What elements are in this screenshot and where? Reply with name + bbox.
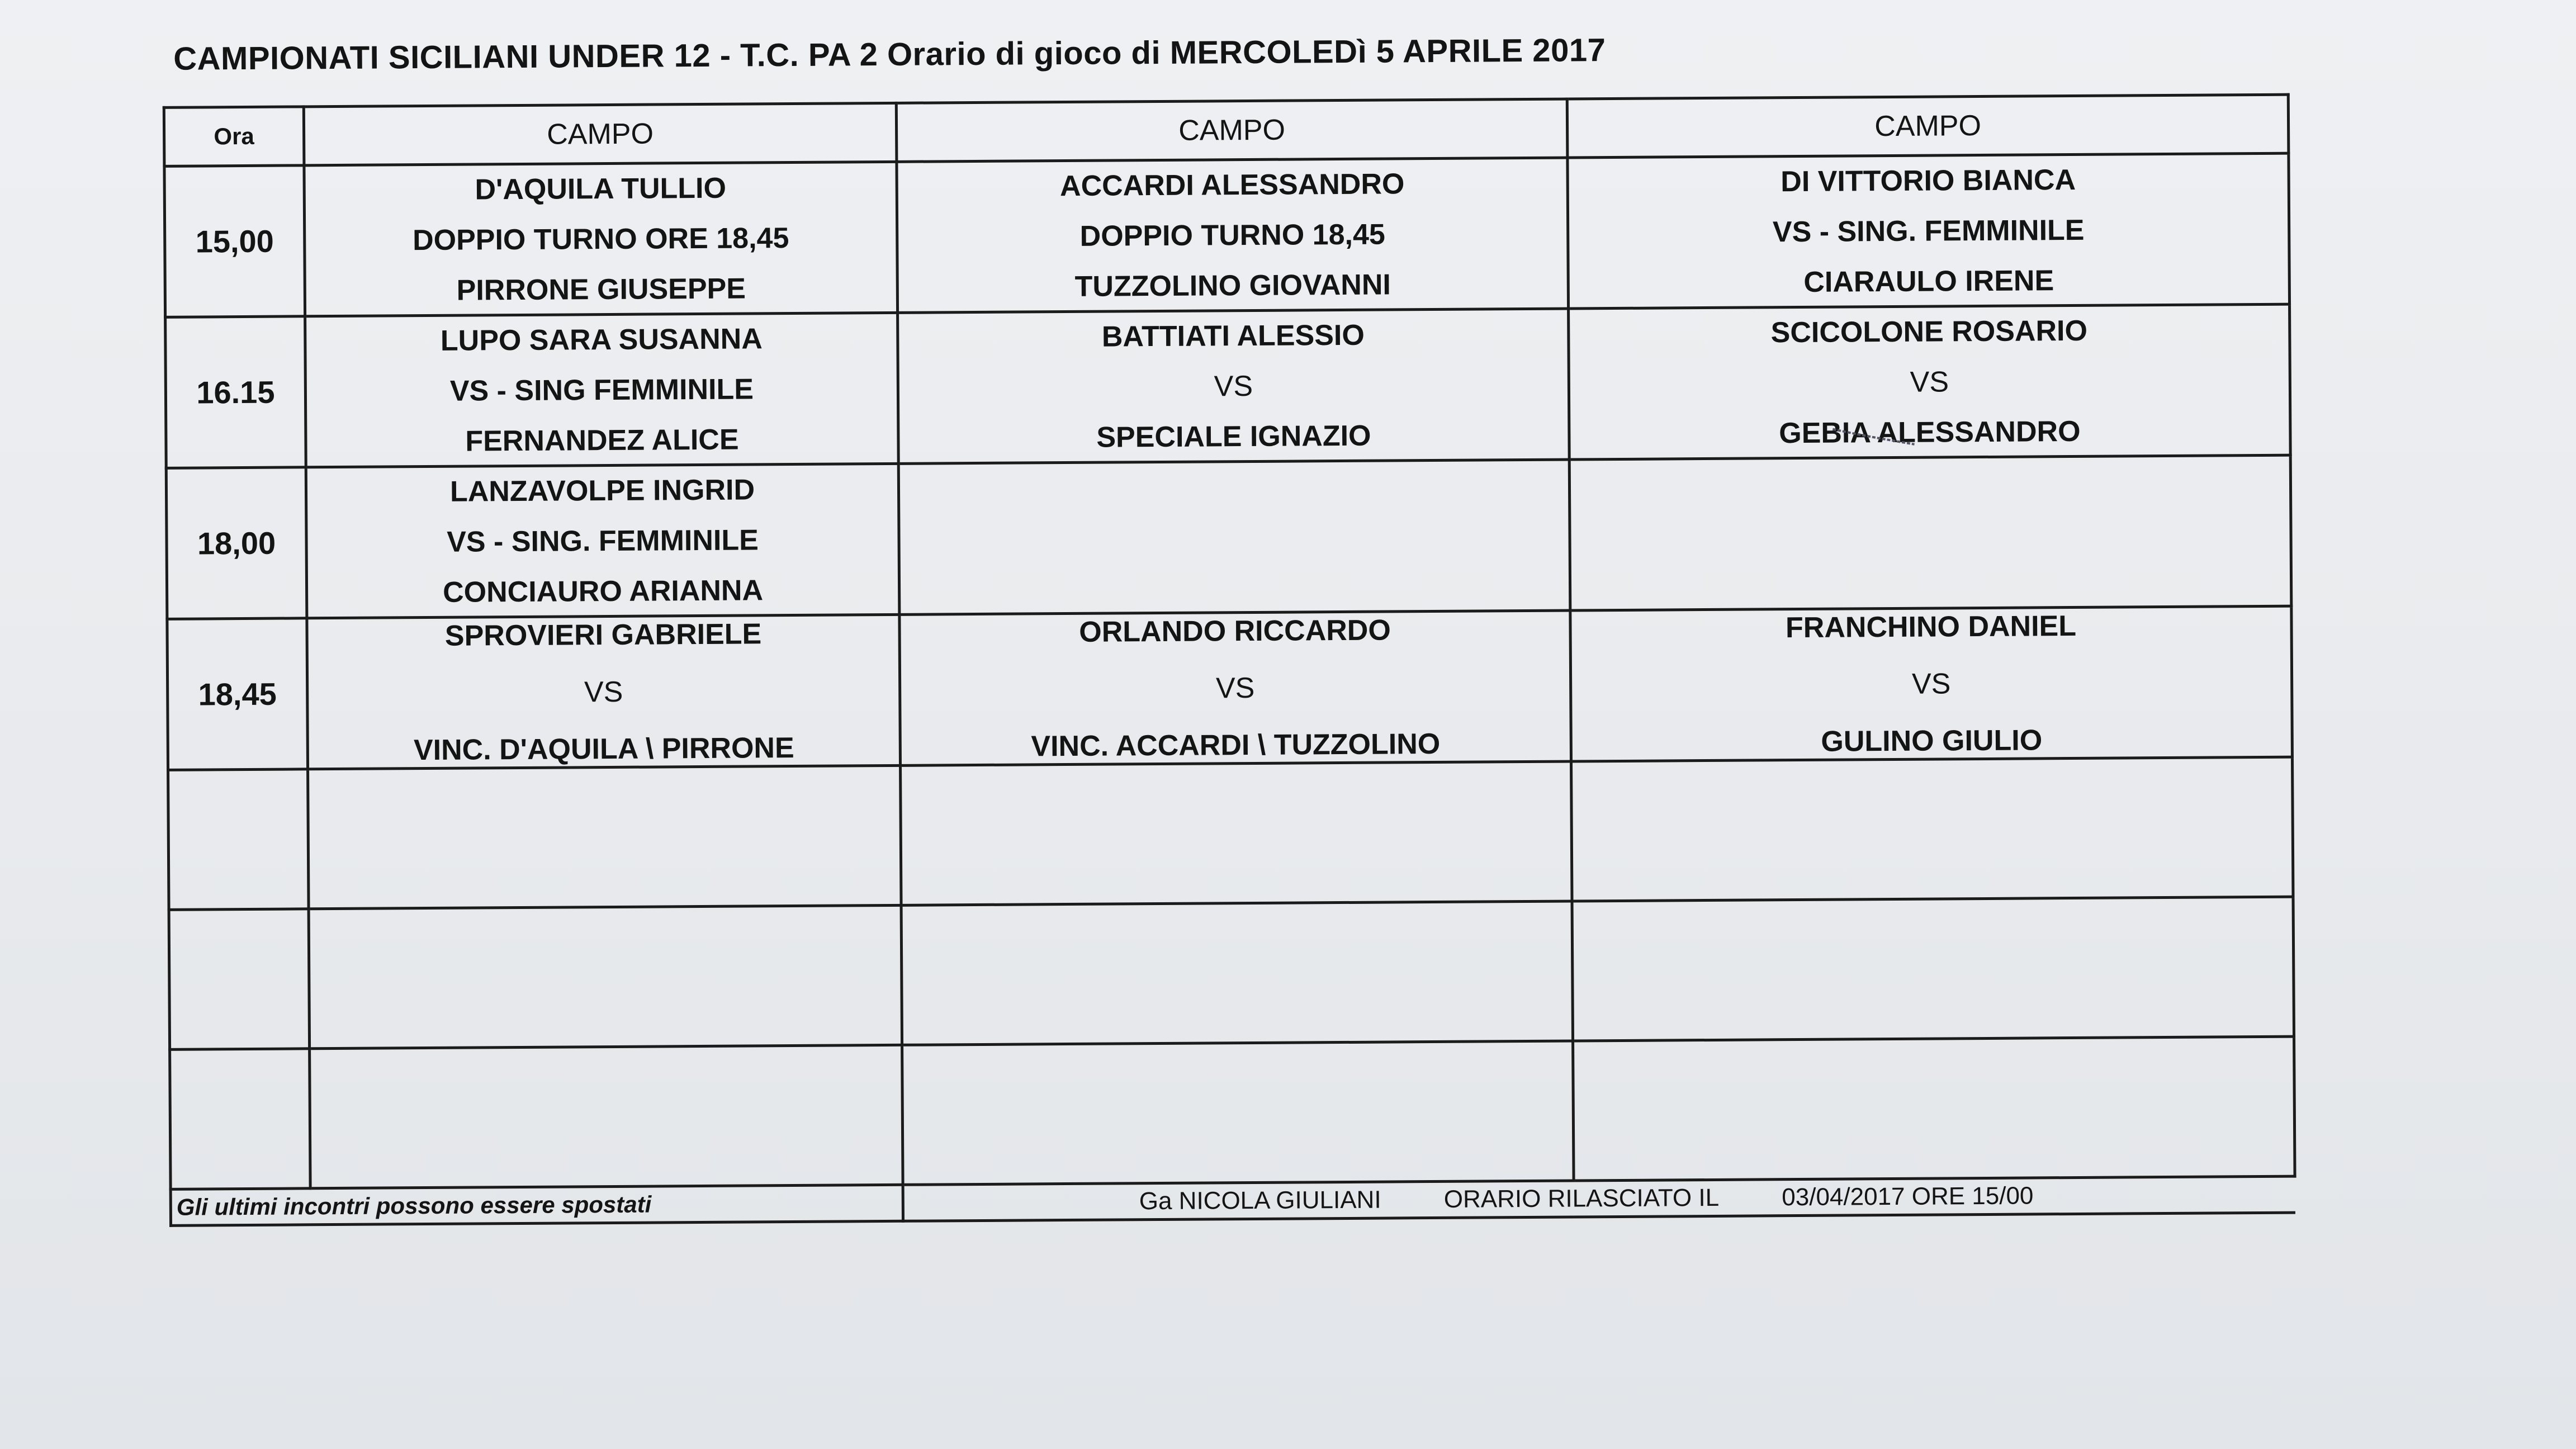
empty-cell [1569, 455, 2291, 610]
match-cell [899, 610, 1571, 765]
player-1: SCICOLONE ROSARIO [1770, 314, 2088, 349]
referee-name: Ga NICOLA GIULIANI [1139, 1186, 1381, 1215]
player-2: SPECIALE IGNAZIO [1096, 419, 1371, 454]
table-row [164, 153, 2290, 317]
empty-row [168, 757, 2293, 910]
slot-time: 16.15 [165, 316, 306, 468]
page-title: CAMPIONATI SICILIANI UNDER 12 - T.C. PA 2 Orario di gioco di MERCOLEDì 5 APRILE 2017 [173, 32, 1606, 77]
player-1: SPROVIERI GABRIELE [444, 617, 762, 652]
versus-label: VS [1911, 667, 1951, 700]
empty-cell [898, 460, 1570, 614]
versus-label: VS [584, 675, 623, 708]
match-cell [306, 463, 899, 618]
player-2: CIARAULO IRENE [1803, 264, 2054, 299]
match-cell [898, 309, 1570, 463]
versus-label: VS [1215, 671, 1255, 704]
player-2: GULINO GIULIO [1821, 723, 2043, 758]
player-2: FERNANDEZ ALICE [465, 423, 739, 458]
schedule-table [163, 93, 2296, 1227]
released-label: ORARIO RILASCIATO IL [1443, 1183, 1720, 1213]
player-2: VINC. D'AQUILA \ PIRRONE [413, 731, 794, 766]
player-1: ORLANDO RICCARDO [1079, 613, 1391, 648]
player-1: D'AQUILA TULLIO [475, 172, 727, 206]
player-2: PIRRONE GIUSEPPE [456, 272, 746, 307]
player-2: GEBIA ALESSANDRO [1779, 415, 2081, 449]
released-value: 03/04/2017 ORE 15/00 [1782, 1182, 2034, 1211]
player-2: TUZZOLINO GIOVANNI [1074, 268, 1391, 303]
header-ora: Ora [164, 107, 304, 167]
player-2: VINC. ACCARDI \ TUZZOLINO [1031, 727, 1441, 763]
player-1: DI VITTORIO BIANCA [1781, 163, 2076, 198]
match-cell [1569, 304, 2291, 460]
match-cell [307, 614, 901, 769]
player-1: LUPO SARA SUSANNA [440, 322, 763, 357]
table-row [167, 606, 2293, 770]
versus-label: VS [1910, 365, 1949, 399]
match-cell [1570, 606, 2293, 761]
player-1: ACCARDI ALESSANDRO [1059, 167, 1405, 202]
versus-label: VS [1214, 370, 1253, 402]
table-row [165, 304, 2291, 468]
player-1: BATTIATI ALESSIO [1101, 319, 1365, 353]
match-cell [305, 312, 899, 467]
player-1: LANZAVOLPE INGRID [449, 473, 755, 508]
slot-time: 15,00 [164, 165, 305, 318]
empty-row [170, 1036, 2295, 1189]
schedule-document [151, 21, 2298, 1220]
player-1: FRANCHINO DANIEL [1785, 609, 2077, 644]
pen-mark-icon [1830, 425, 1920, 448]
slot-time: 18,45 [167, 618, 308, 770]
header-campo-1: CAMPO [304, 103, 897, 165]
match-note: VS - SING FEMMINILE [449, 372, 754, 408]
match-cell [304, 162, 898, 316]
player-2: CONCIAURO ARIANNA [442, 574, 764, 609]
match-note: VS - SING. FEMMINILE [447, 523, 759, 558]
empty-row [169, 897, 2294, 1049]
header-campo-3: CAMPO [1567, 94, 2289, 158]
match-note: VS - SING. FEMMINILE [1772, 214, 2085, 248]
footer-issued [903, 1176, 2295, 1221]
match-cell [897, 158, 1569, 312]
match-cell [1568, 153, 2290, 309]
slot-time: 18,00 [166, 467, 307, 619]
match-note: DOPPIO TURNO 18,45 [1079, 218, 1385, 253]
match-note: DOPPIO TURNO ORE 18,45 [412, 221, 789, 257]
header-campo-2: CAMPO [896, 99, 1568, 162]
footer-note: Gli ultimi incontri possono essere spostati [171, 1185, 903, 1225]
table-row [166, 455, 2291, 619]
